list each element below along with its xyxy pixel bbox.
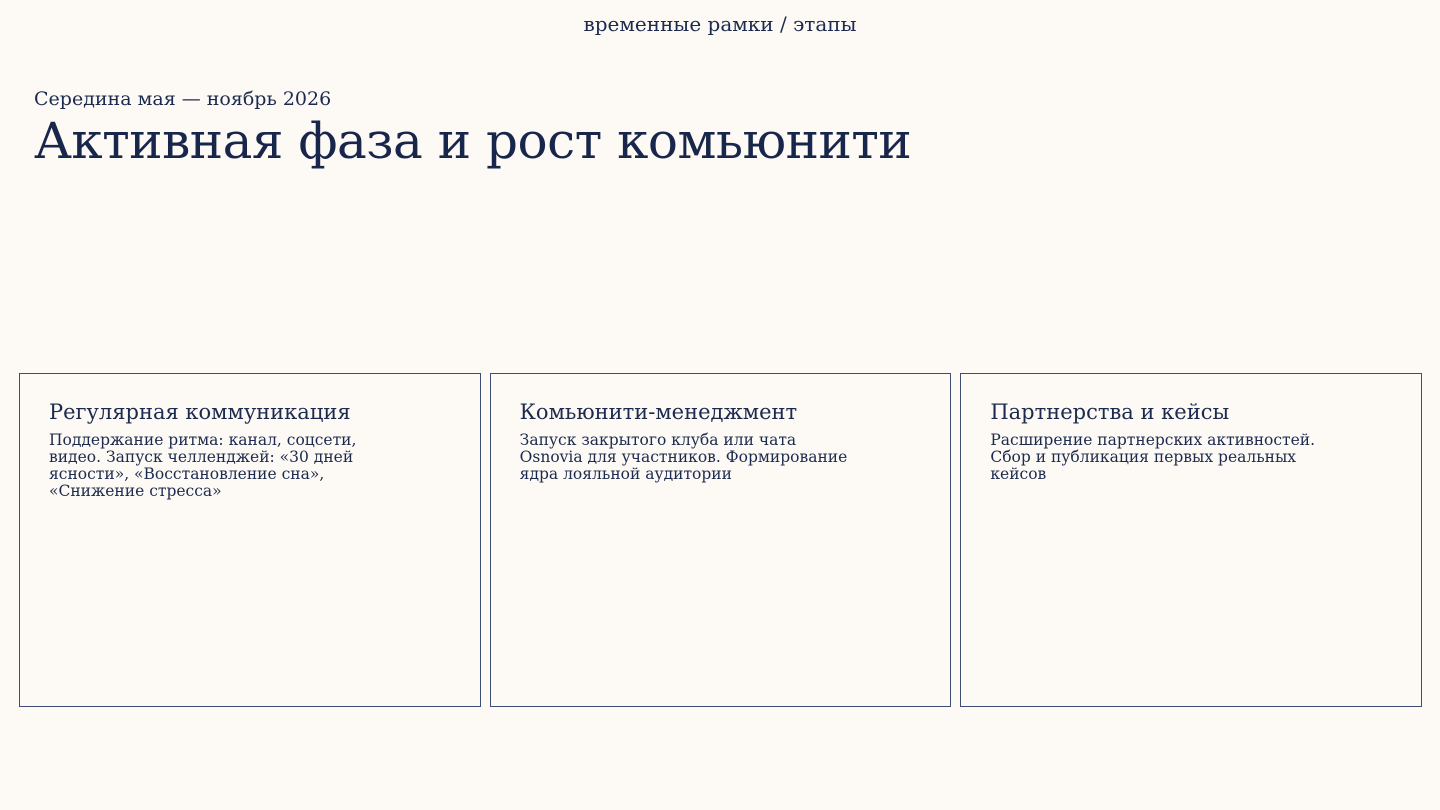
section-label: временные рамки / этапы bbox=[583, 12, 857, 36]
card-text: Расширение партнерских активностей. Сбор и публикация первых реальных кейсов bbox=[990, 431, 1316, 483]
card-partnerships bbox=[960, 373, 1422, 707]
card-title: Партнерства и кейсы bbox=[990, 400, 1230, 424]
card-title: Регулярная коммуникация bbox=[49, 400, 351, 424]
card-text: Запуск закрытого клуба или чата Osnovia для участников. Формирование ядра лояльной аудитории bbox=[519, 431, 848, 483]
card-community-management bbox=[490, 373, 952, 707]
page-title: Активная фаза и рост комьюнити bbox=[34, 112, 912, 170]
card-regular-communication bbox=[19, 373, 481, 707]
cards-row bbox=[19, 373, 1422, 707]
card-title: Комьюнити-менеджмент bbox=[519, 400, 798, 424]
date-range: Середина мая — ноябрь 2026 bbox=[34, 88, 332, 110]
card-text: Поддержание ритма: канал, соцсети, видео. Запуск челленджей: «30 дней ясности», «Восстановление сна», «Снижение стресса» bbox=[49, 431, 357, 500]
